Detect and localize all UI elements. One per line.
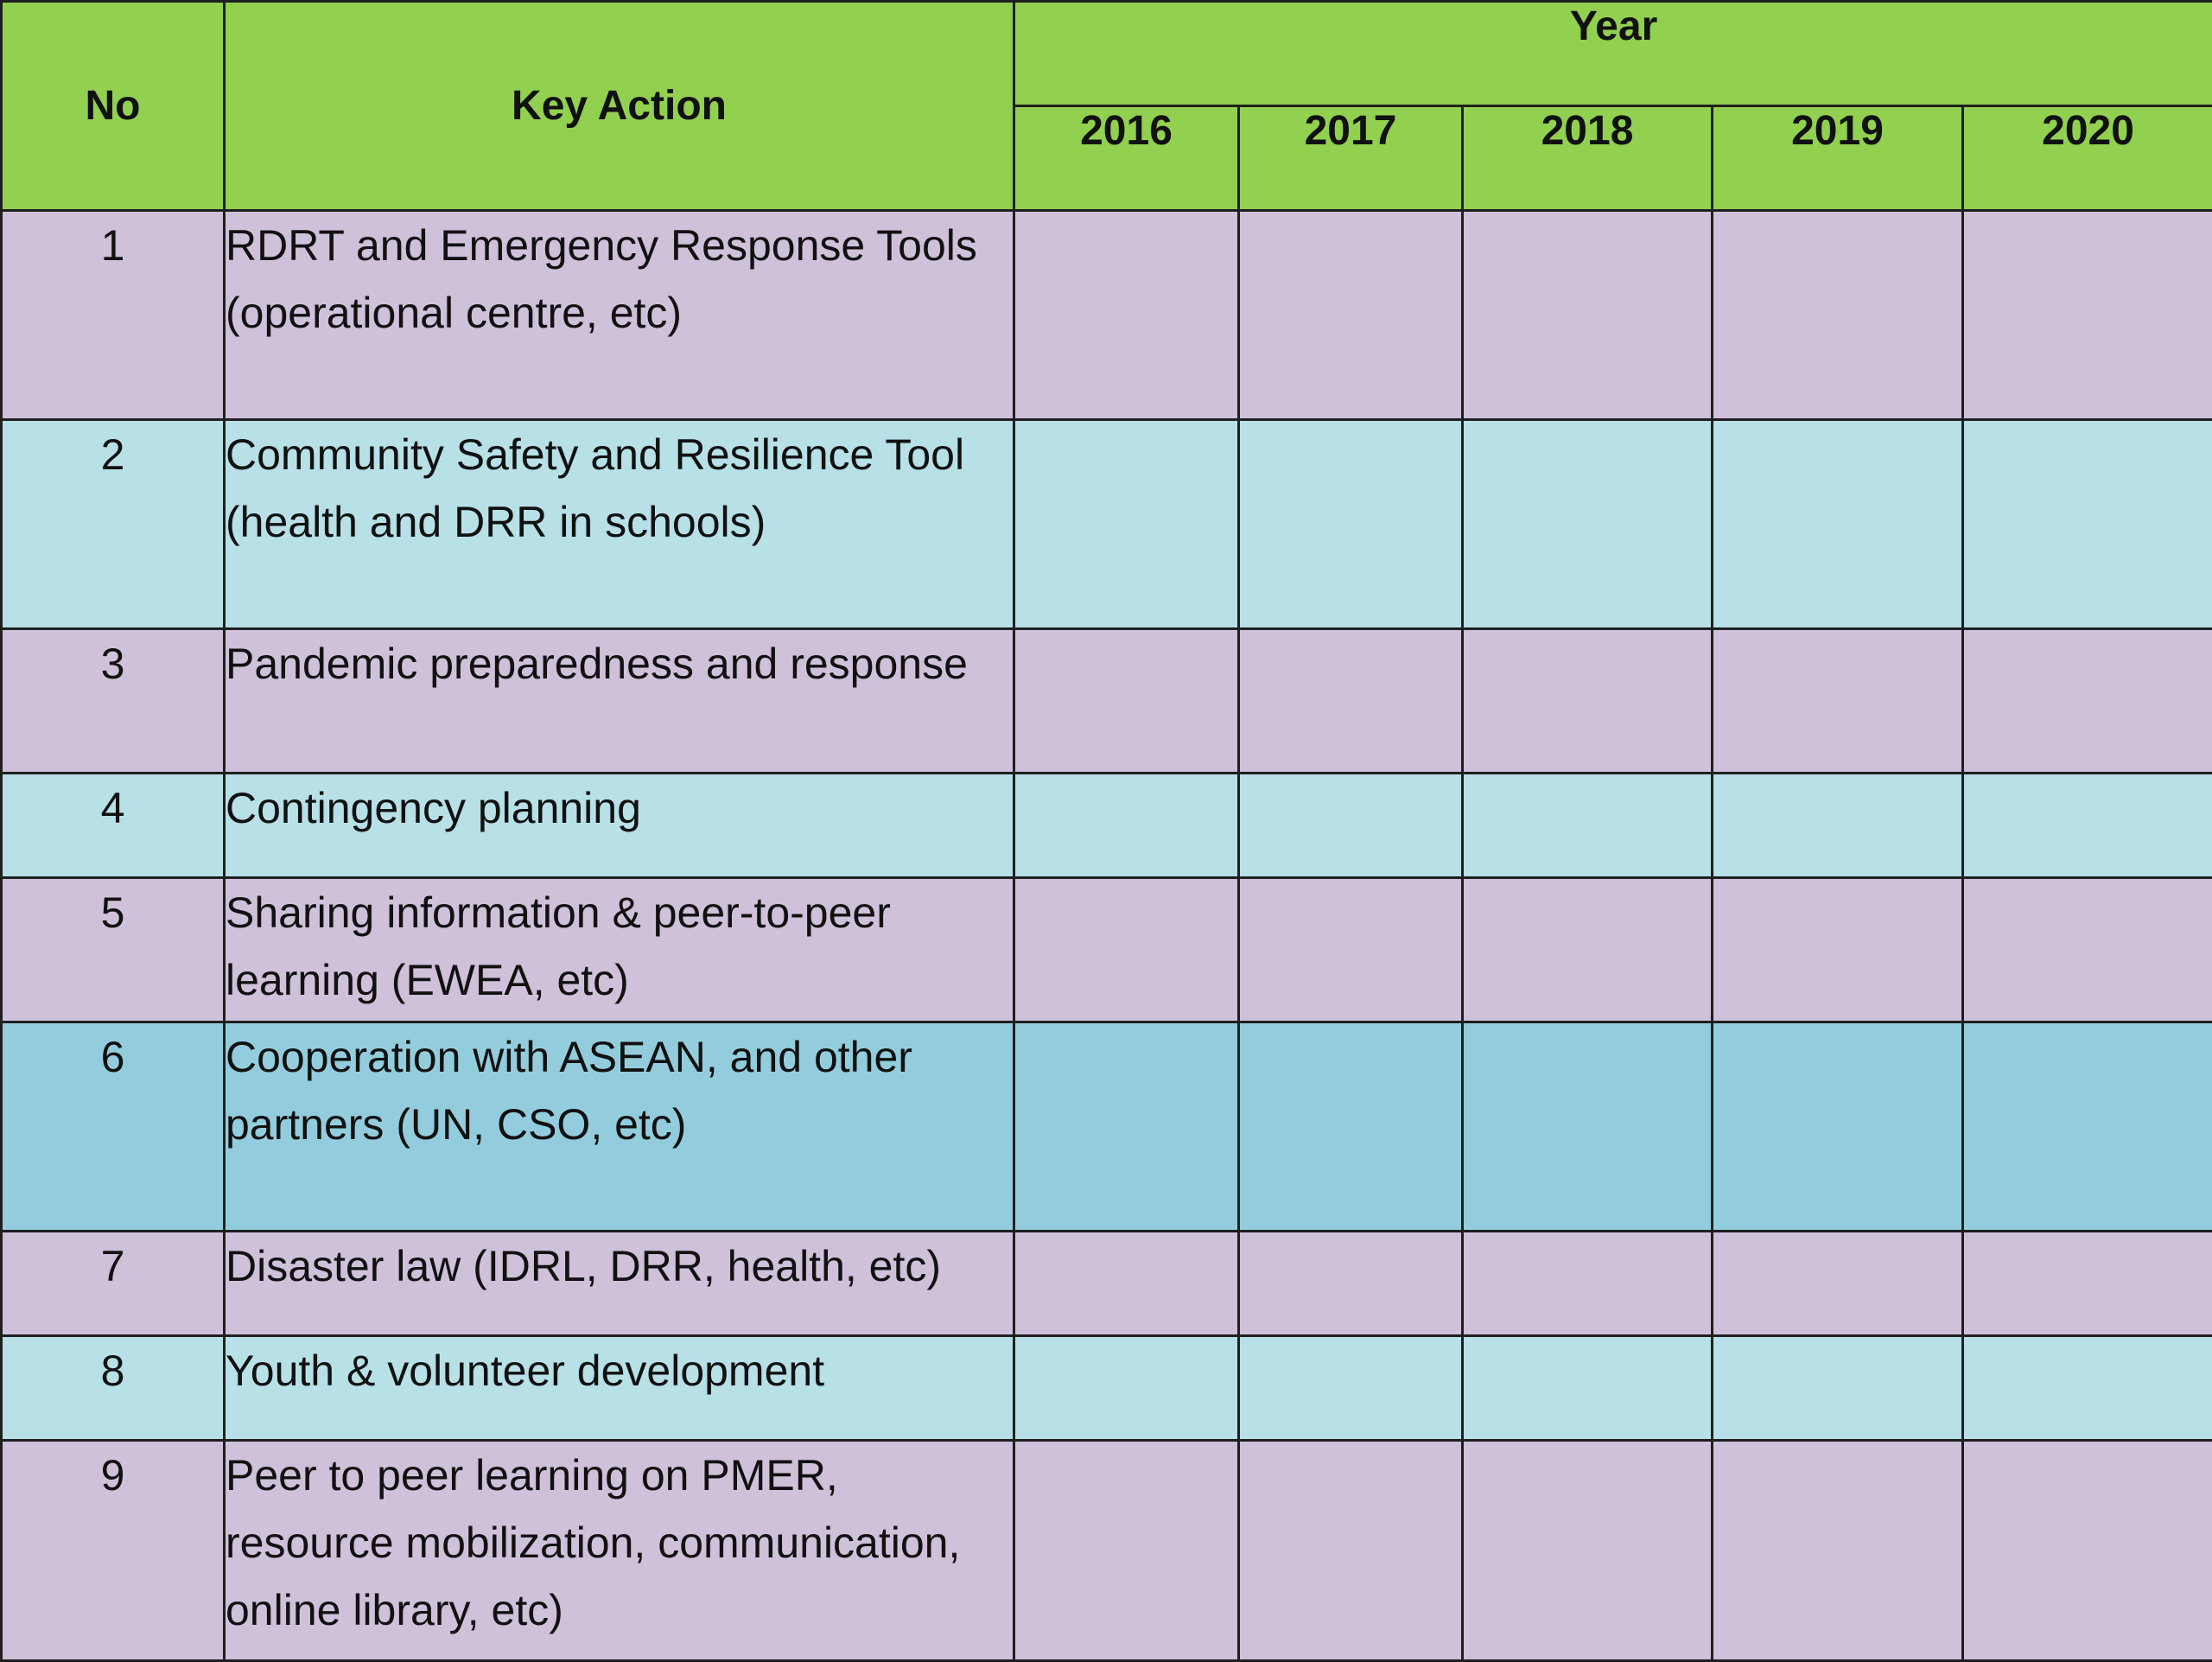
year-cell bbox=[1713, 1022, 1963, 1232]
row-number: 1 bbox=[2, 211, 225, 420]
year-cell bbox=[1463, 878, 1713, 1022]
table-row bbox=[2, 420, 2212, 629]
table-row bbox=[2, 629, 2212, 774]
year-cell bbox=[1963, 1232, 2212, 1336]
year-cell bbox=[1713, 1232, 1963, 1336]
year-cell bbox=[1713, 1336, 1963, 1441]
year-cell bbox=[1239, 1441, 1463, 1661]
key-action-cell: Disaster law (IDRL, DRR, health, etc) bbox=[225, 1232, 1014, 1336]
row-number: 7 bbox=[2, 1232, 225, 1336]
year-cell bbox=[1963, 420, 2212, 629]
year-cell bbox=[1713, 420, 1963, 629]
table-row bbox=[2, 211, 2212, 420]
header-year-2016: 2016 bbox=[1014, 106, 1239, 211]
table-row bbox=[2, 878, 2212, 1022]
header-key-action: Key Action bbox=[225, 2, 1014, 211]
year-cell bbox=[1713, 774, 1963, 878]
key-action-cell: Cooperation with ASEAN, and other partners (UN, CSO, etc) bbox=[225, 1022, 1014, 1232]
header-no: No bbox=[2, 2, 225, 211]
key-action-cell: RDRT and Emergency Response Tools (operational centre, etc) bbox=[225, 211, 1014, 420]
year-cell bbox=[1713, 1441, 1963, 1661]
header-year-2019: 2019 bbox=[1713, 106, 1963, 211]
year-cell bbox=[1014, 420, 1239, 629]
year-cell bbox=[1463, 420, 1713, 629]
year-cell bbox=[1014, 1336, 1239, 1441]
row-number: 3 bbox=[2, 629, 225, 774]
year-cell bbox=[1463, 211, 1713, 420]
year-cell bbox=[1014, 211, 1239, 420]
table-row bbox=[2, 1336, 2212, 1441]
year-cell bbox=[1963, 1022, 2212, 1232]
key-action-cell: Contingency planning bbox=[225, 774, 1014, 878]
year-cell bbox=[1014, 878, 1239, 1022]
year-cell bbox=[1963, 211, 2212, 420]
key-action-cell: Sharing information & peer-to-peer learning (EWEA, etc) bbox=[225, 878, 1014, 1022]
year-cell bbox=[1963, 629, 2212, 774]
row-number: 4 bbox=[2, 774, 225, 878]
header-year-2017: 2017 bbox=[1239, 106, 1463, 211]
year-cell bbox=[1463, 1022, 1713, 1232]
year-cell bbox=[1239, 1232, 1463, 1336]
row-number: 6 bbox=[2, 1022, 225, 1232]
year-cell bbox=[1963, 1441, 2212, 1661]
table-row bbox=[2, 1022, 2212, 1232]
table-row bbox=[2, 1441, 2212, 1661]
year-cell bbox=[1239, 1022, 1463, 1232]
year-cell bbox=[1963, 878, 2212, 1022]
year-cell bbox=[1239, 878, 1463, 1022]
year-cell bbox=[1463, 1336, 1713, 1441]
header-year: Year bbox=[1014, 2, 2212, 106]
year-cell bbox=[1963, 774, 2212, 878]
key-action-cell: Youth & volunteer development bbox=[225, 1336, 1014, 1441]
table-row bbox=[2, 774, 2212, 878]
key-action-cell: Pandemic preparedness and response bbox=[225, 629, 1014, 774]
year-cell bbox=[1014, 774, 1239, 878]
year-cell bbox=[1014, 629, 1239, 774]
year-cell bbox=[1463, 1441, 1713, 1661]
year-cell bbox=[1239, 211, 1463, 420]
year-cell bbox=[1463, 774, 1713, 878]
year-cell bbox=[1014, 1232, 1239, 1336]
year-cell bbox=[1963, 1336, 2212, 1441]
year-cell bbox=[1014, 1022, 1239, 1232]
row-number: 9 bbox=[2, 1441, 225, 1661]
row-number: 2 bbox=[2, 420, 225, 629]
row-number: 5 bbox=[2, 878, 225, 1022]
year-cell bbox=[1239, 1336, 1463, 1441]
year-cell bbox=[1239, 420, 1463, 629]
year-cell bbox=[1713, 629, 1963, 774]
year-cell bbox=[1239, 774, 1463, 878]
header-year-2018: 2018 bbox=[1463, 106, 1713, 211]
year-cell bbox=[1463, 1232, 1713, 1336]
year-cell bbox=[1239, 629, 1463, 774]
year-cell bbox=[1713, 878, 1963, 1022]
year-cell bbox=[1463, 629, 1713, 774]
key-action-cell: Peer to peer learning on PMER, resource mobilization, communication, online library, etc) bbox=[225, 1441, 1014, 1661]
key-action-cell: Community Safety and Resilience Tool (health and DRR in schools) bbox=[225, 420, 1014, 629]
header-year-2020: 2020 bbox=[1963, 106, 2212, 211]
year-cell bbox=[1014, 1441, 1239, 1661]
table-row bbox=[2, 1232, 2212, 1336]
row-number: 8 bbox=[2, 1336, 225, 1441]
year-cell bbox=[1713, 211, 1963, 420]
